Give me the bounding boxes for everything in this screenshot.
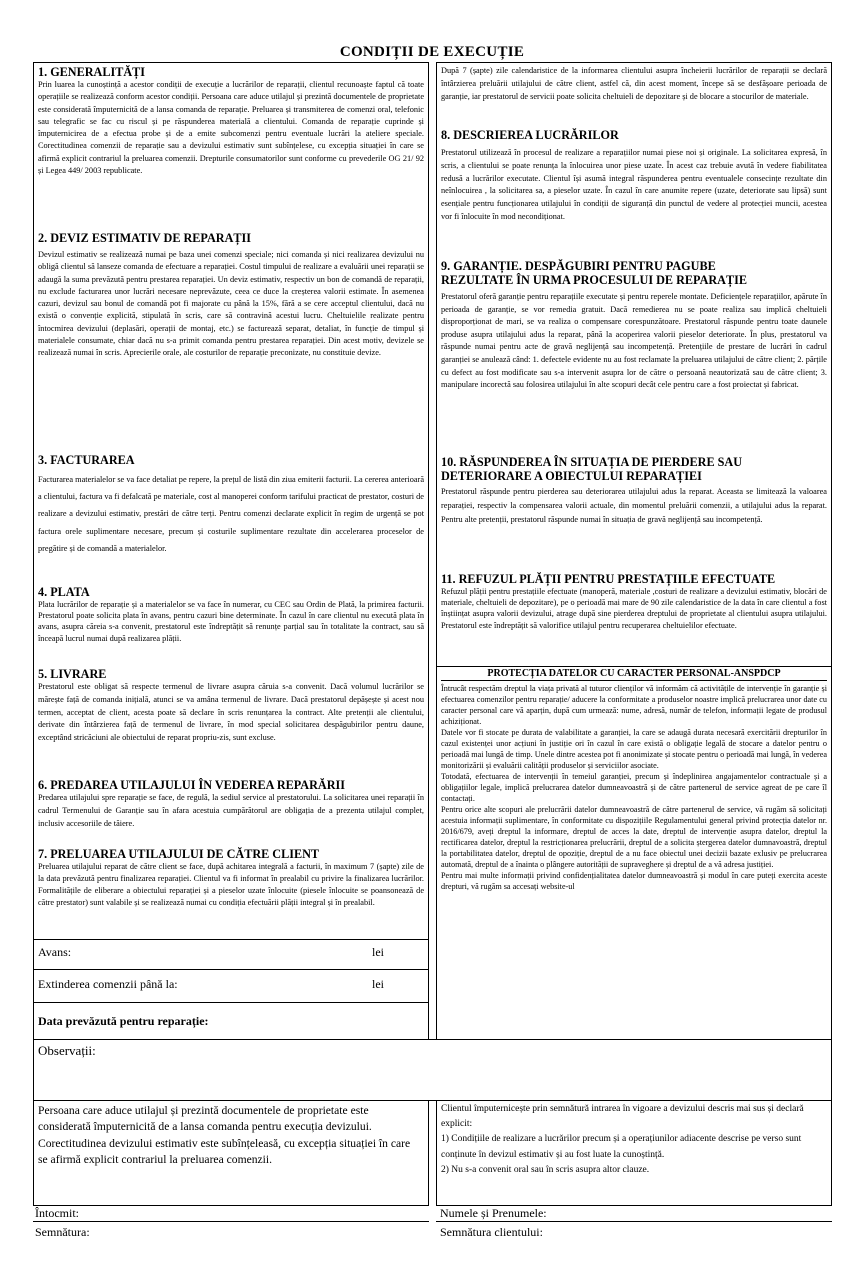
- section-predarea: [38, 778, 424, 830]
- section-heading: 7. PRELUAREA UTILAJULUI DE CĂTRE CLIENT: [38, 847, 320, 861]
- semnatura-client-label: Semnătura clientului:: [440, 1225, 543, 1239]
- gdpr-paragraph: Pentru mai multe informații privind confidențialitatea datelor dumneavoastră și modul în care puteți exercita aceste drepturi, vă rugăm sa accesați website-ul: [441, 871, 827, 891]
- section-livrare: [38, 667, 424, 745]
- bottom-left-declaration: [33, 1100, 429, 1206]
- left-column: [33, 62, 429, 940]
- gdpr-paragraph: Pentru orice alte scopuri ale prelucrării datelor dumneavoastră de către partenerul de service, vă rugăm să solicitați acestuia informații suplimentare, în conformitate cu dispozițiile Regulamentului general privind protecția datelor nr. 2016/679, aveți dreptul la informare, dreptul de acces la date, dreptul de intervenție asupra datelor, dreptul la rectificarea datelor, dreptul la restricționarea prelucrării, dreptul de a solicita ștergerea datelor dumnavoastră, dreptul la portabilitatea datelor, dreptul de opoziție, dreptul de a nu face obiectul unei decizii bazate exlusiv pe prelucrarea automată, dreptul de a înainta o plângere autorității de supraveghere și dreptul de a vă adresa justiției.: [441, 805, 827, 869]
- section-text: Prestatorul răspunde pentru pierderea sau deteriorarea utilajului adus la reparat. Aceasta se limitează la valoarea reparației, respectiv la compensarea valorii actuale, din momentul preluării comenzii, a utilajului adus la reparat. Pentru alte pretenții, prestatorul răspunde numai în situația de gravă neglijență sau incompetență.: [441, 487, 827, 525]
- section-preluarea: [38, 847, 424, 909]
- section-heading: 9. GARANȚIE. DESPĂGUBIRI PENTRU PAGUBE: [441, 259, 716, 273]
- section-heading: 11. REFUZUL PLĂȚII PENTRU PRESTAȚIILE EFECTUATE: [441, 572, 776, 586]
- section-heading: 4. PLATA: [38, 585, 90, 599]
- section-descrierea: [441, 128, 827, 224]
- section-garantie: [441, 259, 827, 392]
- section-text: Refuzul plății pentru prestațiile efectuate (manoperă, materiale ,costuri de realizare a devizului estimativ, blocări de materiale, cheltuieli de depozitare), pe o perioadă mai mare de 90 zile calendaristice de la data în care clientul a fost înștiințat asupra valorii devizului, atrage după sine pierderea dreptului de proprietate al clientului asupra utilajului. Prestatorul este îndreptățit să valorifice utilajul pentru recuperarea cheltuielilor efectuate.: [441, 587, 827, 630]
- signature-divider: [436, 1221, 832, 1222]
- signature-divider: [33, 1221, 429, 1222]
- gdpr-heading: PROTECȚIA DATELOR CU CARACTER PERSONAL-ANSPDCP: [441, 668, 827, 681]
- right-column: [436, 62, 832, 1040]
- section-text: Facturarea materialelor se va face detaliat pe repere, la prețul de listă din ziua emiterii facturii. La cererea anterioară a clientului, factura va fi defalcată pe materiale, cost al manoperei conform tarifului practicat de prestator, costuri de realizare a devizului estimativ, prestări de către terți. Pentru comenzi declarate explicit în regim de urgență se pot factura orele suplimentare necesare, precum și costurile suplimentare rezultate din accelerarea proceselor de pregătire și de comandă a materialelor.: [38, 475, 424, 553]
- bottom-right-declaration: [436, 1100, 832, 1206]
- section-refuzul: [441, 572, 827, 631]
- nume-prenume-label: Numele și Prenumele:: [440, 1206, 547, 1220]
- section-heading: 5. LIVRARE: [38, 667, 107, 681]
- intocmit-label: Întocmit:: [35, 1206, 79, 1220]
- section-heading: 3. FACTURAREA: [38, 453, 135, 467]
- declaration-text: Clientul împuternicește prin semnătură intrarea în vigoare a devizului descris mai sus și declară explicit:: [441, 1104, 804, 1130]
- gdpr-paragraph: Totodată, efectuarea de intervenții în temeiul garanției, precum și îndeplinirea angajamentelor contractuale și a obligațiilor legale, implică prelucrarea datelor dumneavoastră și de către partenerul de service agreat de pe care îl contactați.: [441, 772, 827, 803]
- section-text: Prestatorul este obligat să respecte termenul de livrare asupra căruia s-a convenit. Dacă volumul lucrărilor se mărește față de comanda inițială, atunci se va amâna termenul de livrare. Dacă prestatorul depășește și acest nou termen, acceptat de client, acesta poate să declare în scris renunțarea la contract. Alte pretenții ale clientului, derivate din întârzierea față de termenul de livrare, în mod special solicitarea despăgubirilor pentru daune, exceptând stricăciuni ale obiectului de reparat propriu-zis, sunt excluse.: [38, 682, 424, 743]
- data-reparatie-label: Data prevăzută pentru reparație:: [38, 1014, 209, 1028]
- avans-unit: lei: [372, 945, 384, 959]
- section-facturarea: [38, 453, 424, 557]
- section-heading: 10. RĂSPUNDEREA ÎN SITUAȚIA DE PIERDERE SAU: [441, 455, 743, 469]
- declaration-text: Persoana care aduce utilajul și prezintă documentele de proprietate este considerată împuternicită de a lansa comanda pentru execuția devizului. Corectitudinea devizului estimativ este subînțeleasă, cu excepția situației în care se afirmă explicit contrariul la preluarea comenzii.: [38, 1104, 411, 1167]
- section-deviz: [38, 231, 424, 360]
- section-text: Predarea utilajului spre reparație se face, de regulă, la sediul service al prestatorului. La solicitarea unei reparații în cadrul Termenului de Garanție sau în afara acestuia cumpărătorul are obligația de a prezenta utilajul complet, inclusiv accesoriile de tăiere.: [38, 793, 424, 828]
- advance-fields: [33, 939, 429, 1040]
- avans-label: Avans:: [38, 945, 72, 959]
- section-text: Prestatorul utilizează în procesul de realizare a reparațiilor numai piese noi și originale. La solicitarea expresă, în scris, a clientului se poate renunța la înlocuirea unor piese uzate. În acest caz trebuie avută în vedere fiabilitatea redusă a lucrărilor executate. Clientul își asumă integral răspunderea pentru eventualele consecințe rezultate din neînlocuirea , la solicitarea sa, a pieselor uzate. În cazul în care anumite repere (uzate, deteriorate sau lipsă) sunt esențiale pentru funcționarea utilajului în condiții de siguranță din punctul de vedere al protecției muncii, acestea vor fi înlocuite în mod necondiționat.: [441, 148, 827, 221]
- observatii-box[interactable]: [33, 1039, 832, 1101]
- section-heading: 2. DEVIZ ESTIMATIV DE REPARAȚII: [38, 231, 251, 245]
- section-heading: 6. PREDAREA UTILAJULUI ÎN VEDEREA REPARĂRII: [38, 778, 345, 792]
- section-text: Prin luarea la cunoștință a acestor condiții de execuție a lucrărilor de reparații, clientul recunoaște faptul că toate operațiile se realizează conform acestor condiții. Persoana care aduce utilajul și prezintă documentele de proprietate este considerată împuternicită de a lansa comanda de reparație. Preluarea și transmiterea de comenzi oral, telefonic sau telegrafic se fac cu riscul și pe răspunderea materială a clientului. Comanda de reparație cuprinde și împuternicirea de a efectua probe și de a emite subcomenzi pentru eventuale lucrări la ateliere speciale. Corectitudinea comenzii de reparație sau a devizului estimativ sunt subînțelese, cu excepția situației în care se afirmă explicit contrariul la preluarea comenzii. Drepturile consumatorilor sunt conforme cu prevederile OG 21/ 92 și Legea 449/ 2003 republicate.: [38, 80, 424, 176]
- section-heading-2: REZULTATE ÎN URMA PROCESULUI DE REPARAȚIE: [441, 273, 747, 287]
- section-text: Plata lucrărilor de reparație și a materialelor se va face în numerar, cu CEC sau Ordin de Plată, la primirea facturii. Prestatorul poate solicita plata în avans, pentru cazuri bine determinate. În cazul în care clientul nu execută plata în avans, asupra căreia s-a convenit, prestatorul este îndreptățit să renunțe parțial sau în totalitate la contract, sau să înceapă lucrul numai după realizarea plății.: [38, 600, 424, 643]
- section-heading-2: DETERIORARE A OBIECTULUI REPARAȚIEI: [441, 469, 702, 483]
- intro-paragraph: După 7 (șapte) zile calendaristice de la informarea clientului asupra încheierii lucrărilor de reparații se declară întârzierea preluării utilajului de către client, astfel că, din acest moment, începe să se desfășoare perioada de garanție, iar prestatorul de servicii poate solicita cheltuieli de depozitare și de blocare a stocurilor de materiale.: [441, 66, 827, 102]
- section-text: Prestatorul oferă garanție pentru reparațiile executate și pentru reperele montate. Deficiențele reparațiilor, apărute în perioada de garanție, se vor remedia gratuit. Dacă remedierea nu se poate realiza sau implică cheltuieli disproporționat de mari, se va realiza o compensare corespunzătoare. Prestatorul răspunde pentru toate daunele produse asupra utilajului adus la reparat, până la acoperirea valorii pieselor deteriorate. În plus, prestatorul va răspunde numai pentru acte de gravă neglijență sau incompetență. Pretențiile de prestare de lucrări în cadrul garanției se anulează când: 1. defectele evidente nu au fost reclamate la preluarea utilajului de către client; 2. părțile cu defect au fost modificate sau s-a intervenit asupra lor de către o persoană neautorizată sau de către client; 3. manipulare incorectă sau folosirea utilajului în alte scopuri decât cele pentru care a fost proiectat și fabricat.: [441, 292, 827, 390]
- declaration-item: 2) Nu s-a convenit oral sau în scris asupra altor clauze.: [441, 1164, 650, 1175]
- semnatura-label: Semnătura:: [35, 1225, 90, 1239]
- section-heading: 1. GENERALITĂȚI: [38, 65, 146, 79]
- section-heading: 8. DESCRIEREA LUCRĂRILOR: [441, 128, 619, 142]
- gdpr-paragraph: Întrucât respectăm dreptul la viața privată al tuturor clienților vă informăm că activitățile de intervenție în garanție și efectuarea comenzilor pentru reparație/ aducere la conformitate a produselor noastre implică prelucrarea unor date cu caracter personal care vă aparțin, după cum urmează: nume, adresă, număr de telefon, informații legate de produsul achiziționat.: [441, 684, 827, 726]
- section-plata: [38, 585, 424, 644]
- section-text: Preluarea utilajului reparat de către client se face, după achitarea integrală a facturii, în maximum 7 (șapte) zile de la data prevăzută pentru finalizarea reparației. Clientul va fi informat în prealabil cu privire la finalizarea lucrărilor. Formalitățile de eliberare a obiectului reparației și a pieselor uzate înlocuite (piesele înlocuite se poansonează de către prestator) sunt valabile și se realizează numai cu condiția efectuării plății integral și în prealabil.: [38, 862, 424, 907]
- observatii-label: Observații:: [38, 1043, 96, 1058]
- section-raspunderea: [441, 455, 827, 528]
- gdpr-paragraph: Datele vor fi stocate pe durata de valabilitate a garanției, la care se adaugă durata necesară exercitării drepturilor în cazul existenței unor acțiuni în justiție ori în cazul în care există o obligație legală de stocare a datelor pentru o perioadă mai lungă de timp. Unele dintre acestea pot fi anonimizate și stocate pentru o perioadă mai lungă, în vederea monitorizării și evaluării calității produselor și serviciilor asociate.: [441, 728, 827, 770]
- extindere-unit: lei: [372, 977, 384, 991]
- section-gdpr: [441, 668, 827, 892]
- declaration-item: 1) Condițiile de realizare a lucrărilor precum și a operațiunilor adiacente descrise pe verso sunt conținute în devizul estimativ și au fost luate la cunoștință.: [441, 1134, 802, 1160]
- page-title: CONDIȚII DE EXECUȚIE: [339, 44, 525, 60]
- section-generalitati: [38, 65, 424, 177]
- section-text: Devizul estimativ se realizează numai pe baza unei comenzi speciale; nici comanda și nici realizarea devizului nu obligă clientul să lanseze comanda de efectuare a reparației. Costul timpului de realizare a evaluării unei reparații se adaugă la suma prevăzută pentru prestarea reparației. Un deviz estimativ, respectiv un bon de comandă de reparații, nu exclude facturarea unor lucrări necesare neprevăzute, ceea ce duce la creșterea valorii estimate. În asemenea cazuri, devizul sau bonul de comandă pot fi majorate cu până la 15%, fără a se cere acceptul clientului, dacă nu există o convenție explicită, stipulată în scris, care să contravină acestui lucru. Cheltuielile realizate pentru întocmirea devizului (deplasări, operații de montaj, etc.) se facturează separat, detaliat, în funcție de timpul și materialele consumate, chiar dacă nu s-a primit comanda pentru prestarea reparației. Din acest motiv, devizele se realizează numai în scris. Aprecierile orale, ale costurilor de reparație preconizate, nu constituie devize.: [38, 250, 424, 358]
- extindere-label: Extinderea comenzii până la:: [38, 977, 178, 991]
